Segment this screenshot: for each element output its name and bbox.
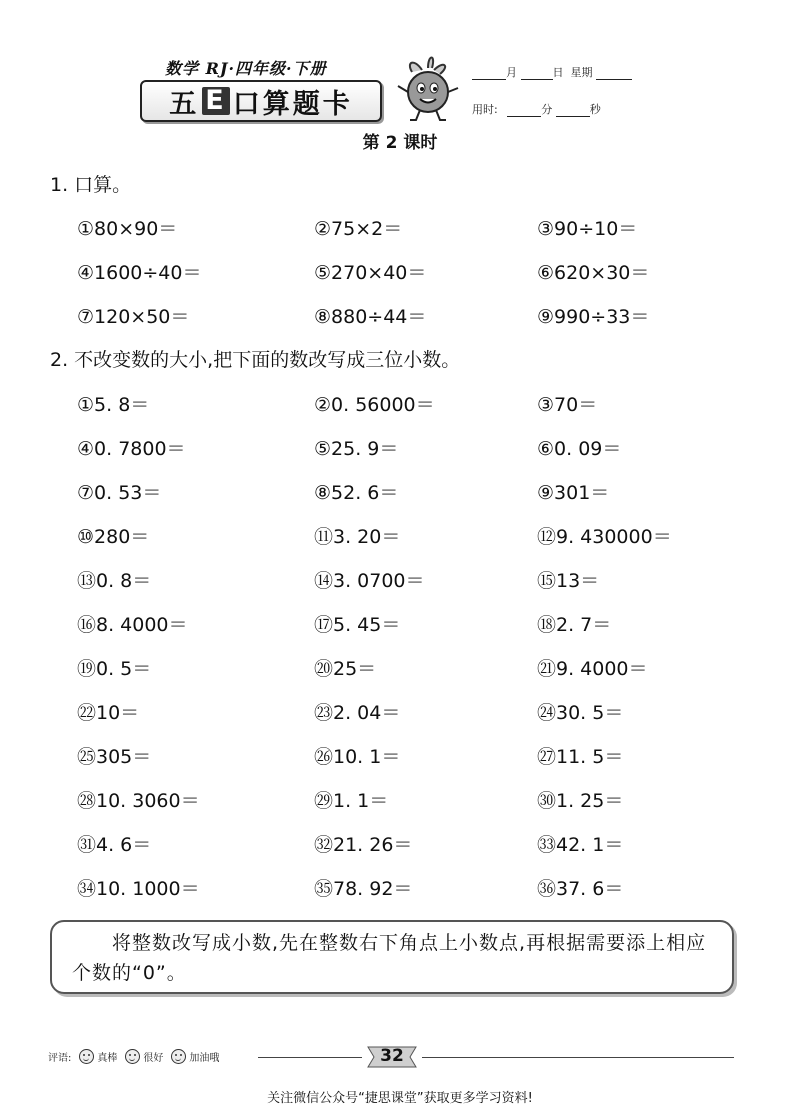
q2-item: ⑦0. 53＝	[77, 482, 162, 504]
q2-row	[77, 478, 777, 506]
q1-item: ⑦120×50＝	[77, 306, 190, 328]
q2-row	[77, 566, 777, 594]
q2-item: ㉜21. 26＝	[314, 834, 413, 856]
q2-row	[77, 698, 777, 726]
q2-item: ⑬0. 8＝	[77, 570, 152, 592]
title-part2: 口算题卡	[232, 88, 353, 120]
q2-row	[77, 522, 777, 550]
month-label: 月	[506, 66, 517, 79]
q2-item: ⑪3. 20＝	[314, 526, 401, 548]
smiley-face-icon[interactable]	[79, 1049, 94, 1064]
q2-item: ⑲0. 5＝	[77, 658, 152, 680]
week-blank[interactable]	[596, 79, 632, 80]
minute-label: 分	[541, 103, 553, 116]
month-blank[interactable]	[472, 79, 506, 80]
title-part1: 五	[169, 88, 200, 120]
q2-item: ㉖10. 1＝	[314, 746, 401, 768]
day-label: 日	[552, 66, 564, 79]
second-label: 秒	[589, 103, 601, 116]
q2-item: ㉟78. 92＝	[314, 878, 413, 900]
q1-item: ⑤270×40＝	[314, 262, 427, 284]
q2-item: ㉙1. 1＝	[314, 790, 389, 812]
time-line	[472, 101, 601, 117]
q2-item: ⑯8. 4000＝	[77, 614, 188, 636]
q1-item: ⑨990÷33＝	[537, 306, 650, 328]
q2-item: ㉒10＝	[77, 702, 140, 724]
q2-item: ㉚1. 25＝	[537, 790, 624, 812]
q2-item: ⑨301＝	[537, 482, 610, 504]
q2-item: ⑤25. 9＝	[314, 438, 399, 460]
q2-row	[77, 654, 777, 682]
q1-row	[77, 214, 777, 242]
rating-label: 评语:	[48, 1053, 72, 1064]
rating-good: 很好	[143, 1053, 164, 1064]
q2-item: ㉔30. 5＝	[537, 702, 624, 724]
smiley-face-icon[interactable]	[125, 1049, 140, 1064]
q2-item: ㉛4. 6＝	[77, 834, 152, 856]
time-label: 用时:	[472, 103, 498, 116]
q2-item: ㉓2. 04＝	[314, 702, 401, 724]
q2-item: ⑱2. 7＝	[537, 614, 612, 636]
q1-row	[77, 302, 777, 330]
q2-row	[77, 390, 777, 418]
q2-item: ㉝42. 1＝	[537, 834, 624, 856]
q2-item: ㉑9. 4000＝	[537, 658, 648, 680]
date-line	[472, 64, 632, 80]
second-blank[interactable]	[556, 116, 590, 117]
question-1-heading: 1. 口算。	[50, 174, 132, 196]
q1-item: ⑥620×30＝	[537, 262, 650, 284]
q2-item: ④0. 7800＝	[77, 438, 186, 460]
q2-item: ①5. 8＝	[77, 394, 150, 416]
q2-item: ⑳25＝	[314, 658, 377, 680]
question-2-heading: 2. 不改变数的大小,把下面的数改写成三位小数。	[50, 349, 461, 371]
q2-row	[77, 786, 777, 814]
smiley-face-icon[interactable]	[171, 1049, 186, 1064]
q2-row	[77, 874, 777, 902]
rating-bar	[48, 1049, 219, 1064]
rating-keep-going: 加油哦	[189, 1053, 220, 1064]
q2-item: ⑫9. 430000＝	[537, 526, 672, 548]
q2-item: ㉘10. 3060＝	[77, 790, 200, 812]
footer-divider-left	[258, 1057, 362, 1058]
tip-text: 将整数改写成小数,先在整数右下角点上小数点,再根据需要添上相应个数的“0”。	[72, 932, 707, 984]
minute-blank[interactable]	[507, 116, 541, 117]
q1-row	[77, 258, 777, 286]
q2-item: ㉕305＝	[77, 746, 152, 768]
q2-row	[77, 610, 777, 638]
q2-item: ⑭3. 0700＝	[314, 570, 425, 592]
q1-item: ①80×90＝	[77, 218, 178, 240]
week-label: 星期	[570, 66, 593, 79]
q2-item: ㉗11. 5＝	[537, 746, 624, 768]
q2-item: ②0. 56000＝	[314, 394, 435, 416]
q1-item: ④1600÷40＝	[77, 262, 202, 284]
title-e-letter: E	[202, 87, 229, 115]
card-title	[140, 80, 382, 122]
q2-row	[77, 742, 777, 770]
q2-item: ⑩280＝	[77, 526, 150, 548]
q1-item: ②75×2＝	[314, 218, 403, 240]
q2-item: ③70＝	[537, 394, 598, 416]
q1-item: ③90÷10＝	[537, 218, 638, 240]
q1-item: ⑧880÷44＝	[314, 306, 427, 328]
q2-row	[77, 830, 777, 858]
rating-great: 真棒	[97, 1053, 118, 1064]
q2-item: ⑧52. 6＝	[314, 482, 399, 504]
page-number: 32	[380, 1046, 404, 1066]
q2-row	[77, 434, 777, 462]
day-blank[interactable]	[521, 79, 553, 80]
q2-item: ⑥0. 09＝	[537, 438, 622, 460]
q2-item: ㊱37. 6＝	[537, 878, 624, 900]
lesson-title: 第 2 课时	[362, 133, 438, 153]
wechat-notice: 关注微信公众号“捷思课堂”获取更多学习资料!	[267, 1091, 533, 1106]
subject-line: 数学 RJ·四年级·下册	[165, 59, 327, 78]
radish-mascot-icon	[392, 52, 464, 124]
q2-item: ⑰5. 45＝	[314, 614, 401, 636]
q2-item: ⑮13＝	[537, 570, 600, 592]
footer-divider-right	[422, 1057, 734, 1058]
q2-item: ㉞10. 1000＝	[77, 878, 200, 900]
